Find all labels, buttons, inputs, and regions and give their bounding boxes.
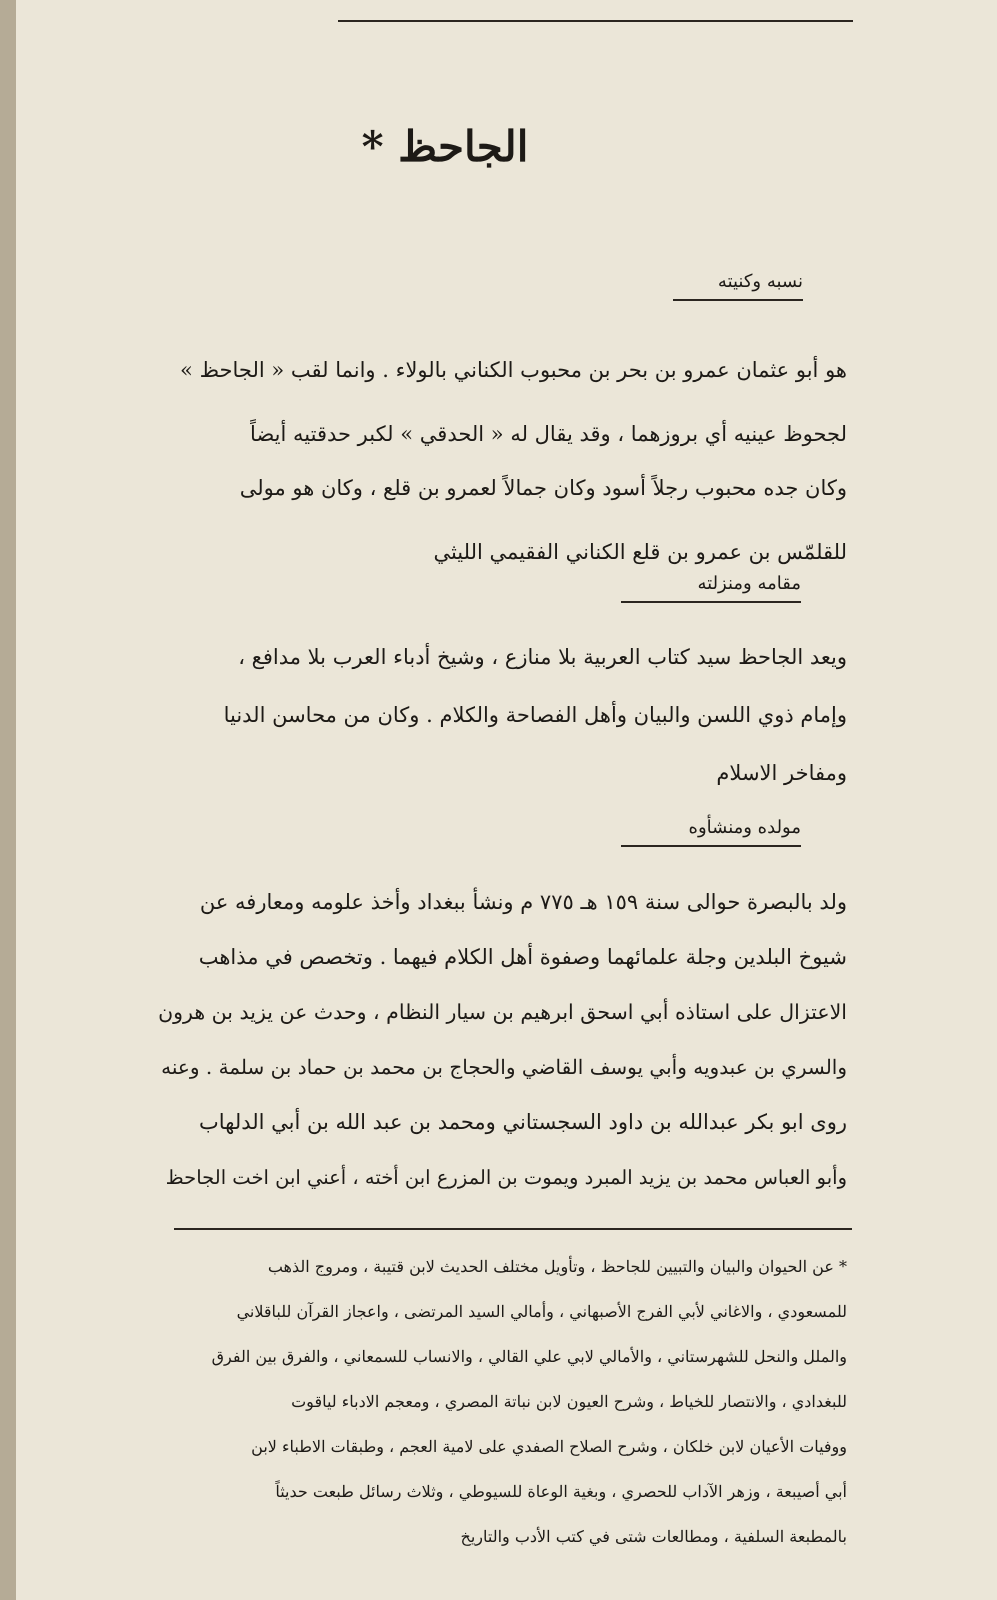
text-line: ومفاخر الاسلام — [716, 761, 847, 785]
header-rule — [338, 20, 853, 22]
text-line: روى ابو بكر عبدالله بن داود السجستاني ومحمد بن عبد الله بن أبي الدلهاب — [198, 1110, 847, 1134]
text-line: وإمام ذوي اللسن والبيان وأهل الفصاحة والكلام . وكان من محاسن الدنيا — [223, 703, 847, 727]
footnote-line: ووفيات الأعيان لابن خلكان ، وشرح الصلاح الصفدي على لامية العجم ، وطبقات الاطباء لابن — [251, 1437, 847, 1456]
footnote-line: للمسعودي ، والاغاني لأبي الفرج الأصبهاني ، وأمالي السيد المرتضى ، واعجاز القرآن للباقلاني — [236, 1302, 847, 1321]
footnote-line: للبغدادي ، والانتصار للخياط ، وشرح العيون لابن نباتة المصري ، ومعجم الادباء لياقوت — [291, 1392, 847, 1411]
text-line: والسري بن عبدويه وأبي يوسف القاضي والحجاج بن محمد بن حماد بن سلمة . وعنه — [161, 1055, 847, 1079]
text-line: ولد بالبصرة حوالى سنة ١٥٩ هـ ٧٧٥ م ونشأ ببغداد وأخذ علومه ومعارفه عن — [199, 890, 847, 914]
heading-underline — [621, 601, 801, 603]
text-line: ويعد الجاحظ سيد كتاب العربية بلا منازع ، وشيخ أدباء العرب بلا مدافع ، — [238, 645, 847, 669]
text-line: وأبو العباس محمد بن يزيد المبرد ويموت بن المزرع ابن أخته ، أعني ابن اخت الجاحظ — [165, 1166, 847, 1189]
section-heading-birth — [621, 816, 801, 847]
text-line: وكان جده محبوب رجلاً أسود وكان جمالاً لعمرو بن قلع ، وكان هو مولى — [239, 476, 847, 500]
section-heading-lineage — [673, 270, 803, 301]
paragraph-birth — [157, 875, 847, 1205]
text-line: هو أبو عثمان عمرو بن بحر بن محبوب الكناني بالولاء . وانما لقب « الجاحظ » — [180, 358, 847, 382]
section-heading-text: نسبه وكنيته — [717, 271, 803, 292]
section-heading-text: مولده ومنشأوه — [688, 817, 801, 838]
text-line: للقلمّس بن عمرو بن قلع الكناني الفقيمي الليثي — [433, 540, 847, 564]
paragraph-status — [157, 628, 847, 802]
text-line: الاعتزال على استاذه أبي اسحق ابرهيم بن سيار النظام ، وحدث عن يزيد بن هرون — [158, 1000, 847, 1024]
text-line: شيوخ البلدين وجلة علمائهما وصفوة أهل الكلام فيهما . وتخصص في مذاهب — [198, 945, 847, 969]
section-heading-text: مقامه ومنزلته — [697, 573, 801, 594]
text-line: لجحوظ عينيه أي بروزهما ، وقد يقال له « الحدقي » لكبر حدقتيه أيضاً — [250, 422, 847, 446]
heading-underline — [621, 845, 801, 847]
paragraph-ancestry — [157, 456, 847, 584]
page-binding-edge — [0, 0, 16, 1600]
footnote-line: والملل والنحل للشهرستاني ، والأمالي لابي علي القالي ، والانساب للسمعاني ، والفرق بين الفرق — [211, 1347, 847, 1366]
footnote-sources — [147, 1244, 847, 1559]
paragraph-lineage — [157, 338, 847, 466]
footnote-line: * عن الحيوان والبيان والتبيين للجاحظ ، وتأويل مختلف الحديث لابن قتيبة ، ومروج الذهب — [267, 1257, 847, 1276]
footnote-line: أبي أصيبعة ، وزهر الآداب للحصري ، وبغية الوعاة للسيوطي ، وثلاث رسائل طبعت حديثاً — [275, 1482, 847, 1501]
section-heading-status — [621, 572, 801, 603]
heading-underline — [673, 299, 803, 301]
footnote-line: بالمطبعة السلفية ، ومطالعات شتى في كتب الأدب والتاريخ — [460, 1527, 847, 1546]
footnote-rule — [174, 1228, 852, 1230]
page-title: الجاحظ * — [361, 122, 529, 171]
